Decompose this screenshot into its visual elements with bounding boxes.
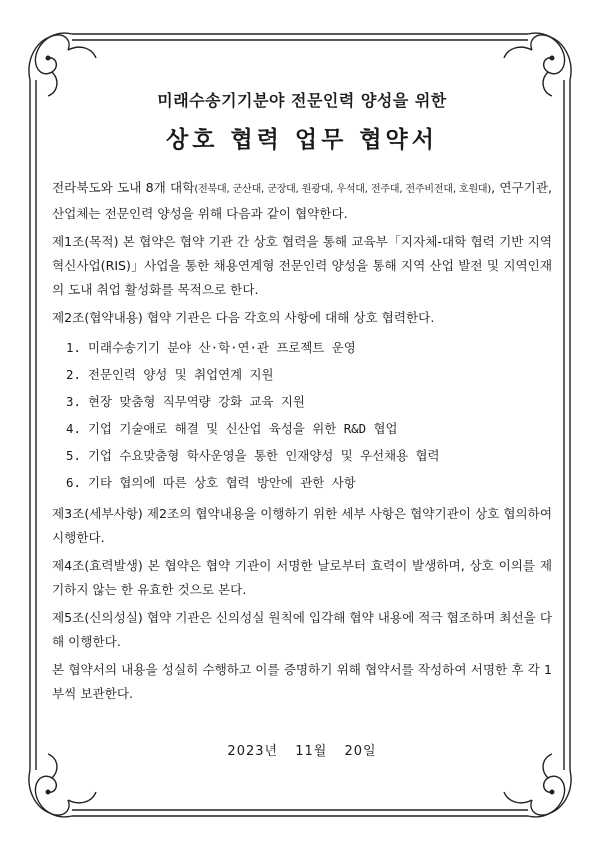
document-title: 상호 협력 업무 협약서 — [166, 127, 438, 153]
closing-paragraph: 본 협약서의 내용을 성실히 수행하고 이를 증명하기 위해 협약서를 작성하여 서명한 후 각 1부씩 보관한다. — [52, 662, 552, 701]
document-subtitle: 미래수송기기분야 전문인력 양성을 위한 — [157, 91, 447, 110]
article-2-text: 협약 기관은 다음 각호의 사항에 대해 상호 협력한다. — [142, 310, 435, 325]
list-item — [66, 334, 552, 361]
date-day: 20일 — [344, 744, 377, 759]
list-item-text: 기타 협의에 따른 상호 협력 방안에 관한 사항 — [88, 475, 356, 490]
article-1 — [52, 230, 552, 302]
list-item-text: 기업 수요맞춤형 학사운영을 통한 인재양성 및 우선채용 협력 — [88, 448, 440, 463]
article-2 — [52, 306, 552, 330]
article-4 — [52, 554, 552, 602]
agreement-document — [52, 88, 552, 759]
list-item-number: 6. — [66, 475, 81, 490]
list-item-text: 전문인력 양성 및 취업연계 지원 — [88, 367, 274, 382]
intro-lead: 전라북도와 도내 8개 대학 — [52, 180, 195, 195]
article-3 — [52, 502, 552, 550]
article-3-text: 제2조의 협약내용을 이행하기 위한 세부 사항은 협약기관이 상호 협의하여 시행한다. — [52, 506, 552, 545]
list-item — [66, 415, 552, 442]
list-item-text: 미래수송기기 분야 산·학·연·관 프로젝트 운영 — [88, 340, 356, 355]
intro-rest: , 연구기관, 산업체는 전문인력 양성을 위해 다음과 같이 협약한다. — [52, 180, 552, 221]
article-3-heading: 제3조(세부사항) — [52, 506, 143, 521]
article-4-text: 본 협약은 협약 기관이 서명한 날로부터 효력이 발생하며, 상호 이의를 제기하지 않는 한 유효한 것으로 본다. — [52, 558, 552, 597]
date-month: 11월 — [295, 744, 328, 759]
article-5-heading: 제5조(신의성실) — [52, 610, 143, 625]
list-item — [66, 469, 552, 496]
article-4-heading: 제4조(효력발생) — [52, 558, 143, 573]
list-item — [66, 388, 552, 415]
list-item — [66, 361, 552, 388]
signing-date — [52, 740, 552, 759]
article-1-text: 본 협약은 협약 기관 간 상호 협력을 통해 교육부「지자체-대학 협력 기반 지역혁신사업(RIS)」사업을 통한 채용연계형 전문인력 양성을 통해 지역 산업 발전 및 지역인재의 도내 취업 활성화를 목적으로 한다. — [52, 234, 552, 297]
article-2-heading: 제2조(협약내용) — [52, 310, 143, 325]
list-item — [66, 442, 552, 469]
list-item-text: 기업 기술애로 해결 및 신산업 육성을 위한 R&D 협업 — [88, 421, 398, 436]
article-5-text: 협약 기관은 신의성실 원칙에 입각해 협약 내용에 적극 협조하며 최선을 다해 이행한다. — [52, 610, 552, 649]
list-item-number: 2. — [66, 367, 81, 382]
list-item-text: 현장 맞춤형 직무역량 강화 교육 지원 — [88, 394, 305, 409]
list-item-number: 4. — [66, 421, 81, 436]
intro-universities: (전북대, 군산대, 군장대, 원광대, 우석대, 전주대, 전주비전대, 호원대) — [194, 184, 492, 195]
cooperation-items-list — [66, 334, 552, 496]
list-item-number: 3. — [66, 394, 81, 409]
article-1-heading: 제1조(목적) — [52, 234, 119, 249]
list-item-number: 5. — [66, 448, 81, 463]
article-5 — [52, 606, 552, 654]
intro-paragraph — [52, 176, 552, 226]
date-year: 2023년 — [227, 744, 279, 759]
list-item-number: 1. — [66, 340, 81, 355]
